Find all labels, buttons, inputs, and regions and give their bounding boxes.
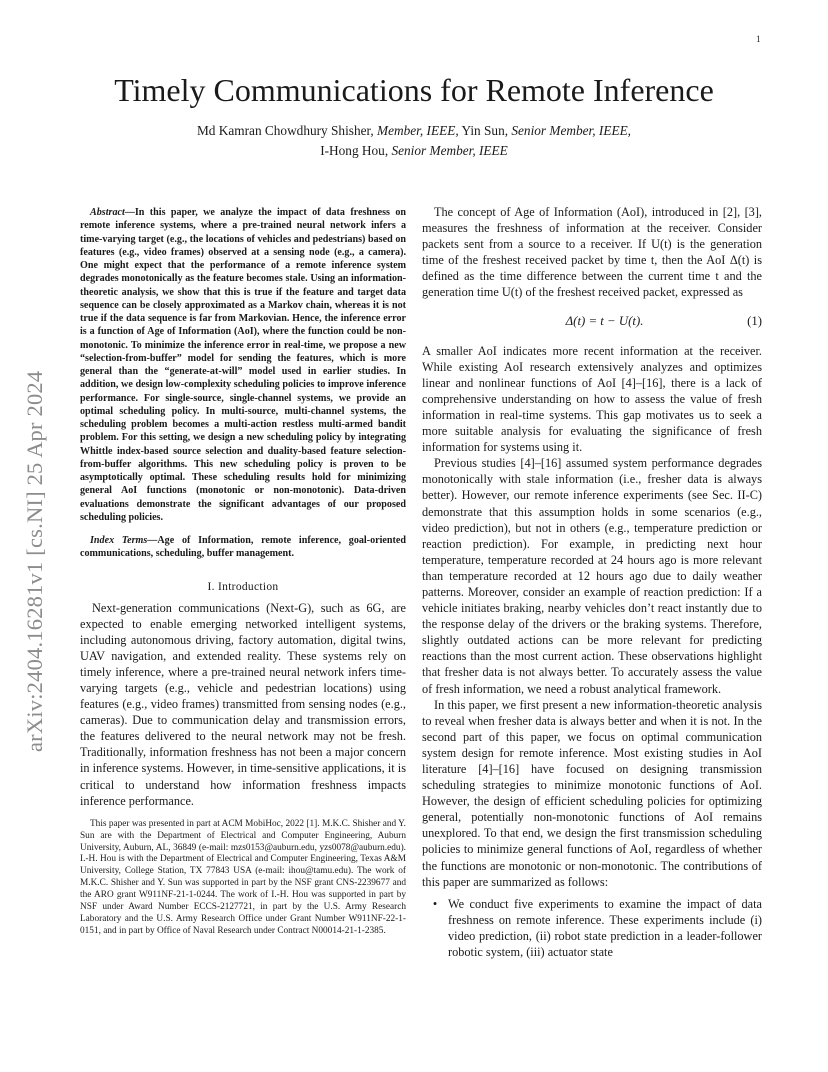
author-name: Md Kamran Chowdhury Shisher, bbox=[196, 123, 374, 138]
author-membership: Member, IEEE, bbox=[373, 123, 459, 138]
body-paragraph: In this paper, we first present a new information-theoretic analysis to reveal when fresher data is always better and when it is not. In the second part of this paper, we focus on optimal communication system design for remote inference. Most existing studies in AoI literature [4]–[16] have focused on designing transmission scheduling strategies to minimize monotonic functions of AoI. However, the design of efficient scheduling policies for optimizing general, potentially non-monotonic functions of AoI remains unexplored. To that end, we design the first transmission scheduling policies to minimize general functions of AoI, regardless of whether the functions are monotonic or non-monotonic. The contributions of this paper are summarized as follows: bbox=[422, 697, 762, 889]
right-column bbox=[422, 204, 762, 960]
aoi-definition-paragraph: The concept of Age of Information (AoI), introduced in [2], [3], measures the freshness of information at the receiver. Consider packets sent from a source to a receiver. If U(t) is the generation time of the freshest received packet by time t, then the AoI Δ(t) is defined as the time difference between the current time t and the generation time U(t) of the freshest received packet, expressed as bbox=[422, 205, 762, 300]
paper-title: Timely Communications for Remote Inference bbox=[114, 72, 714, 108]
index-terms-text: —Age of Information, remote inference, goal-oriented communications, scheduling, buffer management. bbox=[80, 535, 406, 560]
section-heading: I. Introduction bbox=[207, 580, 279, 593]
author-membership: Senior Member, IEEE bbox=[388, 143, 508, 158]
left-column bbox=[80, 206, 406, 938]
author-block bbox=[90, 121, 738, 161]
body-paragraph: A smaller AoI indicates more recent information at the receiver. While existing AoI research extensively analyzes and optimizes linear and nonlinear functions of AoI [4]–[16], there is a lack of comprehensive understanding on how to assess the value of fresh information in real-time systems. This gap motivates us to seek a more suitable analysis for evaluating the significance of fresh information for systems using it. bbox=[422, 343, 762, 455]
abstract-lead: Abstract bbox=[90, 207, 125, 218]
intro-paragraph: Next-generation communications (Next-G), such as 6G, are expected to enable emerging networked intelligent systems, including autonomous driving, factory automation, digital twins, UAV navigation, and extended reality. These systems rely on timely inference, where a pre-trained neural network infers time-varying targets (e.g., vehicle and pedestrian locations) using features (e.g., video frames) transmitted from sensing nodes (e.g., cameras). Due to communication delay and transmission errors, the features delivered to the neural network may not be fresh. Traditionally, information freshness has not been a major concern in inference systems. However, in time-sensitive applications, it is critical to understand how information freshness impacts inference performance. bbox=[80, 600, 406, 808]
author-line-2 bbox=[90, 141, 738, 161]
contribution-list-item bbox=[422, 896, 762, 960]
footnote: This paper was presented in part at ACM MobiHoc, 2022 [1]. M.K.C. Shisher and Y. Sun are with the Department of Electrical and Computer Engineering, Auburn University, Auburn, AL, 36849 (e-mail: mzs0153@auburn.edu, yzs0078@auburn.edu). I.-H. Hou is with the Department of Electrical and Computer Engineering, Texas A&M University, College Station, TX 77843 USA (e-mail: ihou@tamu.edu). The work of M.K.C. Shisher and Y. Sun was supported in part by the NSF grant CNS-2239677 and the ARO grant W911NF-21-1-0244. The work of I.-H. Hou was supported in part by NSF under Award Number ECCS-2127721, in part by the U.S. Army Research Laboratory and the U.S. Army Research Office under Grant Number W911NF-22-1-0151, and in part by Office of Naval Research under Contract N00014-21-1-2385. bbox=[80, 818, 406, 936]
contribution-text: We conduct five experiments to examine the impact of data freshness on remote inference. These experiments include (i) video prediction, (ii) robot state prediction in a leader-follower robotic system, (iii) actuator state bbox=[448, 896, 762, 960]
index-terms-lead: Index Terms bbox=[90, 535, 148, 546]
equation-number: (1) bbox=[747, 314, 762, 329]
author-membership: Senior Member, IEEE, bbox=[508, 123, 632, 138]
body-paragraph: Previous studies [4]–[16] assumed system performance degrades monotonically with stale information (i.e., fresher data is always better). However, our remote inference experiments (see Sec. II-C) demonstrate that this assumption holds in some scenarios (e.g., video prediction), but not in others (e.g., temperature prediction or reaction prediction). For example, in predicting next hour temperature, temperature recorded at 24 hours ago is more relevant than temperature recorded at 12 hours ago due to daily weather patterns. Moreover, consider an example of reaction prediction: If a vehicle initiates braking, nearby vehicles don’t react instantly due to the response delay of the drivers or the braking systems. Therefore, slightly outdated actions can be more relevant for predicting reactions than the most current action. These observations highlight that fresher data is not always better. To accurately assess the value of fresh information, we need a robust analytical framework. bbox=[422, 456, 762, 696]
author-line-1 bbox=[90, 121, 738, 141]
page-number: 1 bbox=[756, 34, 761, 44]
bullet-icon: • bbox=[432, 896, 438, 911]
index-terms bbox=[80, 534, 406, 561]
equation-1 bbox=[422, 310, 762, 334]
abstract-text: —In this paper, we analyze the impact of data freshness on remote inference systems, where a pre-trained neural network infers a time-varying target (e.g., the locations of vehicles and pedestrians) based on features (e.g., video frames) observed at a sensing node (e.g., a camera). One might expect that the performance of a remote inference system degrades monotonically as the feature becomes stale. Using an information-theoretic analysis, we show that this is true if the feature and target data sequence can be closely approximated as a Markov chain, whereas it is not true if the data sequence is far from Markovian. Hence, the inference error is a function of Age of Information (AoI), where the function could be non-monotonic. To minimize the inference error in real-time, we propose a new “selection-from-buffer” model for sending the features, which is more general than the “generate-at-will” model used in earlier studies. In addition, we design low-complexity scheduling policies to improve inference performance. For single-source, single-channel systems, we provide an optimal scheduling policy. In multi-source, multi-channel systems, the scheduling problem becomes a multi-action restless multi-armed bandit problem. For this setting, we design a new scheduling policy by integrating Whittle index-based source selection and duality-based feature selection-from-buffer algorithms. This new scheduling policy is proven to be asymptotically optimal. These scheduling results hold for minimizing general AoI functions (monotonic or non-monotonic). Data-driven evaluations demonstrate the significant advantages of our proposed scheduling policies. bbox=[80, 207, 406, 523]
abstract bbox=[80, 206, 406, 524]
arxiv-identifier-stamp: arXiv:2404.16281v1 [cs.NI] 25 Apr 2024 bbox=[22, 370, 47, 752]
author-name: I-Hong Hou, bbox=[320, 143, 389, 158]
author-name: Yin Sun, bbox=[458, 123, 509, 138]
equation-expression: Δ(t) = t − U(t). bbox=[565, 314, 644, 329]
